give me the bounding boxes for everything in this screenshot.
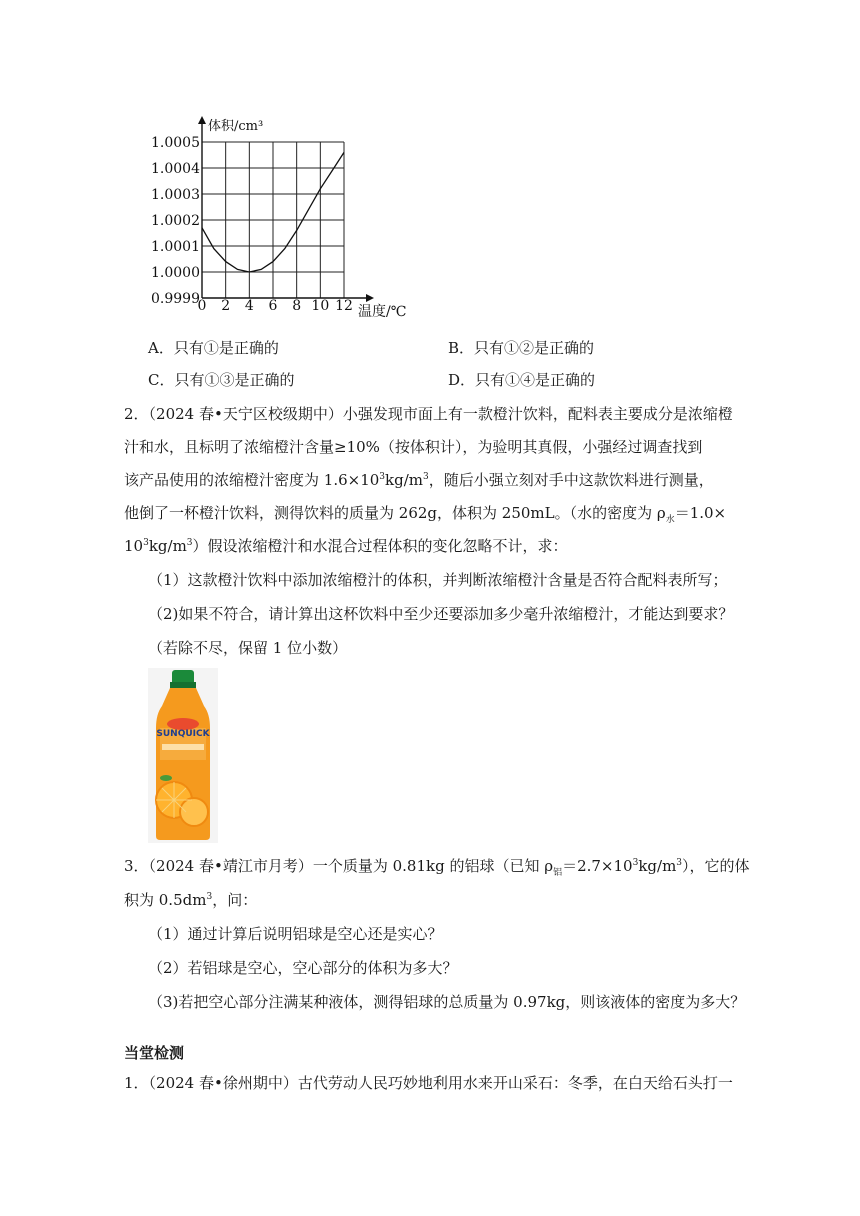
- q3-line-1-exp2: 3: [676, 858, 683, 868]
- q2-line-3: [124, 470, 714, 490]
- q3-line-2b: ，问：: [212, 891, 258, 909]
- y-tick-label: 1.0003: [151, 187, 200, 203]
- q2-line-3a: 该产品使用的浓缩橙汁密度为 1.6×10: [124, 471, 380, 489]
- y-tick-label: 1.0005: [151, 135, 200, 151]
- volume-temperature-chart: [148, 114, 428, 324]
- q3-line-2a: 积为 0.5dm: [124, 891, 207, 909]
- q3-sub-1: （1）通过计算后说明铝球是空心还是实心？: [148, 925, 443, 943]
- x-tick-label: 2: [221, 298, 231, 314]
- q2-line-2: 汁和水，且标明了浓缩橙汁含量≥10%（按体积计），为验明其真假，小强经过调查找到: [124, 438, 703, 456]
- q2-line-4-sub: 水: [665, 515, 675, 525]
- q1-option-c: C．只有①③是正确的: [148, 371, 295, 389]
- q3-line-1-exp: 3: [632, 858, 639, 868]
- y-axis-label: 体积/cm³: [208, 119, 264, 134]
- y-tick-label: 0.9999: [151, 291, 200, 307]
- q2-line-4: [124, 503, 726, 523]
- q2-line-1: 2．（2024 春•天宁区校级期中）小强发现市面上有一款橙汁饮料，配料表主要成分是浓缩橙: [124, 405, 733, 423]
- x-axis-arrow: [366, 294, 374, 302]
- x-tick-label: 10: [311, 298, 330, 314]
- q3-sub-3: （3)若把空心部分注满某种液体，测得铝球的总质量为 0.97kg，则该液体的密度为多大？: [148, 993, 746, 1011]
- q2-sub-1: （1）这款橙汁饮料中添加浓缩橙汁的体积，并判断浓缩橙汁含量是否符合配料表所写；: [148, 571, 728, 589]
- q1-option-a: A．只有①是正确的: [148, 339, 279, 357]
- q3-line-1: [124, 856, 750, 876]
- q3-line-1b: ＝2.7×10: [562, 857, 633, 875]
- q2-line-5: [124, 536, 568, 556]
- x-axis-label: 温度/℃: [358, 304, 407, 320]
- q2-line-3-exp: 3: [379, 472, 386, 482]
- x-tick-label: 12: [335, 298, 353, 314]
- x-tick-label: 8: [292, 298, 302, 314]
- y-tick-label: 1.0002: [151, 213, 200, 229]
- q2-line-3b: kg/m: [385, 471, 423, 489]
- section-title: 当堂检测: [124, 1044, 185, 1062]
- q3-line-1a: 3．（2024 春•靖江市月考）一个质量为 0.81kg 的铝球（已知 ρ: [124, 857, 554, 875]
- q2-sub-2-note: （若除不尽，保留 1 位小数）: [148, 639, 348, 657]
- q1-option-d: D．只有①④是正确的: [448, 371, 596, 389]
- x-tick-label: 4: [244, 298, 254, 314]
- orange-juice-bottle-image: [148, 668, 218, 843]
- q1-option-b: B．只有①②是正确的: [448, 339, 595, 357]
- q3-line-1c: kg/m: [638, 857, 677, 875]
- x-tick-label: 0: [197, 298, 207, 314]
- y-tick-label: 1.0001: [151, 239, 200, 255]
- y-axis-arrow: [198, 116, 206, 124]
- bottle-brand-label: SUNQUICK: [156, 729, 210, 739]
- q2-line-3-exp2: 3: [422, 472, 429, 482]
- q3-sub-2: （2）若铝球是空心，空心部分的体积为多大？: [148, 959, 458, 977]
- q2-line-5-exp2: 3: [186, 538, 193, 548]
- q3-line-1-sub: 铝: [553, 868, 563, 878]
- q2-line-5a: 10: [124, 537, 144, 555]
- q2-line-5b: kg/m: [148, 537, 187, 555]
- q3-line-1d: ），它的体: [682, 857, 750, 875]
- x-tick-label: 6: [268, 298, 278, 314]
- q2-line-4a: 他倒了一杯橙汁饮料，测得饮料的质量为 262g，体积为 250mL。（水的密度为 ρ: [124, 504, 666, 522]
- section-q1-line: 1．（2024 春•徐州期中）古代劳动人民巧妙地利用水来开山采石：冬季，在白天给石头打一: [124, 1074, 733, 1092]
- q2-sub-2: （2)如果不符合，请计算出这杯饮料中至少还要添加多少毫升浓缩橙汁，才能达到要求？: [148, 605, 734, 623]
- q2-line-5-exp: 3: [143, 538, 149, 548]
- q2-line-5c: ）假设浓缩橙汁和水混合过程体积的变化忽略不计，求：: [192, 537, 568, 555]
- y-tick-label: 1.0004: [151, 161, 200, 177]
- q2-line-4b: ＝1.0×: [674, 504, 727, 522]
- chart-svg: [148, 114, 428, 324]
- q3-line-2-exp: 3: [206, 892, 213, 902]
- q3-line-2: [124, 890, 257, 910]
- y-tick-label: 1.0000: [151, 265, 200, 281]
- q2-line-3c: ，随后小强立刻对手中这款饮料进行测量，: [428, 471, 714, 489]
